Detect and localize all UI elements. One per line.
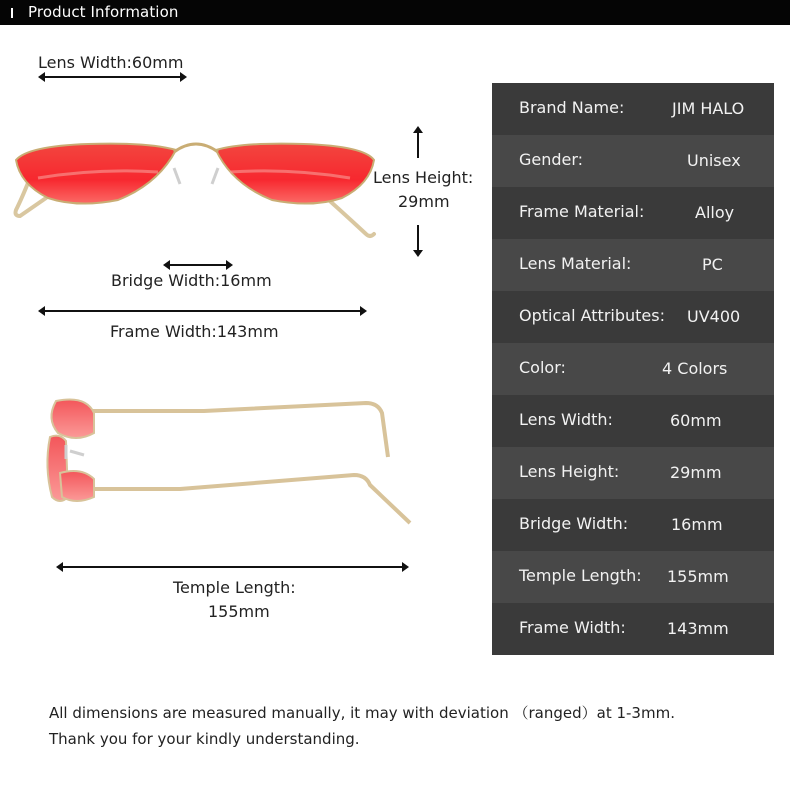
spec-row-lens-width <box>492 395 774 447</box>
frame-width-arrow <box>40 310 365 312</box>
spec-key: Brand Name: <box>519 98 625 117</box>
spec-key: Lens Width: <box>519 410 613 429</box>
spec-value: 143mm <box>667 619 729 638</box>
temple-length-label: Temple Length: <box>173 578 296 597</box>
spec-value: JIM HALO <box>672 99 745 118</box>
spec-row-bridge-width <box>492 499 774 551</box>
header-marker <box>11 8 13 18</box>
spec-value: 16mm <box>671 515 723 534</box>
thanks-text: Thank you for your kindly understanding. <box>49 730 360 748</box>
glasses-front-image <box>8 128 380 244</box>
spec-table <box>492 83 774 655</box>
spec-row-gender <box>492 135 774 187</box>
side-lens-upper <box>51 400 94 439</box>
spec-key: Color: <box>519 358 566 377</box>
bridge-width-label: Bridge Width:16mm <box>111 271 272 290</box>
spec-value: 60mm <box>670 411 722 430</box>
lens-width-arrow <box>40 76 185 78</box>
frame-width-label: Frame Width:143mm <box>110 322 279 341</box>
lens-height-value: 29mm <box>398 192 450 211</box>
spec-value: PC <box>702 255 723 274</box>
spec-row-temple-length <box>492 551 774 603</box>
right-lens <box>216 144 374 204</box>
page-title: Product Information <box>28 3 179 21</box>
spec-key: Frame Width: <box>519 618 626 637</box>
spec-value: Alloy <box>695 203 735 222</box>
glasses-side-image <box>36 393 416 528</box>
lens-height-arrow-down <box>417 225 419 255</box>
spec-key: Lens Height: <box>519 462 620 481</box>
spec-value: 29mm <box>670 463 722 482</box>
lens-height-arrow-up <box>417 128 419 158</box>
bridge <box>174 144 218 152</box>
lower-temple <box>92 475 410 523</box>
spec-value: Unisex <box>687 151 741 170</box>
spec-row-brand <box>492 83 774 135</box>
bridge-width-arrow <box>165 264 231 266</box>
spec-key: Frame Material: <box>519 202 645 221</box>
spec-row-lens-height <box>492 447 774 499</box>
temple-length-value: 155mm <box>208 602 270 621</box>
spec-value: 155mm <box>667 567 729 586</box>
upper-temple <box>92 403 388 457</box>
spec-value: 4 Colors <box>662 359 728 378</box>
side-lens-lower <box>60 471 94 501</box>
spec-row-frame-width <box>492 603 774 655</box>
spec-key: Bridge Width: <box>519 514 629 533</box>
left-lens <box>16 144 176 204</box>
spec-row-frame-material <box>492 187 774 239</box>
spec-row-color <box>492 343 774 395</box>
spec-value: UV400 <box>687 307 741 326</box>
lens-height-label: Lens Height: <box>373 168 474 187</box>
spec-row-lens-material <box>492 239 774 291</box>
disclaimer-text: All dimensions are measured manually, it may with deviation （ranged）at 1-3mm. <box>49 704 675 722</box>
spec-key: Lens Material: <box>519 254 632 273</box>
spec-key: Gender: <box>519 150 584 169</box>
spec-key: Optical Attributes: <box>519 306 665 325</box>
spec-key: Temple Length: <box>519 566 642 585</box>
temple-length-arrow <box>58 566 407 568</box>
spec-row-optical <box>492 291 774 343</box>
header-bar <box>0 0 790 25</box>
nose-pads <box>174 168 218 184</box>
lens-width-label: Lens Width:60mm <box>38 53 184 72</box>
